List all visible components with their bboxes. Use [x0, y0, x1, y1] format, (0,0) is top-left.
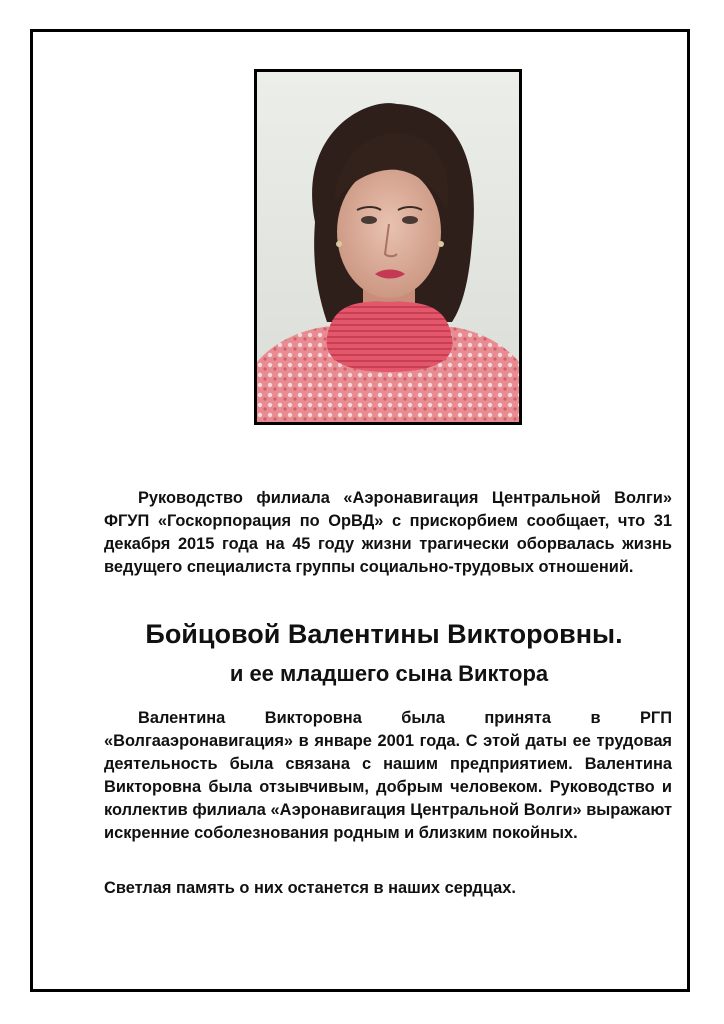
announcement-paragraph: Руководство филиала «Аэронавигация Центральной Волги» ФГУП «Госкорпорация по ОрВД» с прискорбием сообщает, что 31 декабря 2015 года на 45 году жизни трагически оборвалась жизнь ведущего специалиста группы социально-трудовых отношений. — [104, 489, 672, 576]
deceased-son-line: и ее младшего сына Виктора — [229, 661, 549, 686]
portrait-photo — [254, 69, 522, 425]
closing-line: Светлая память о них останется в наших сердцах. — [104, 879, 516, 897]
biography-paragraph: Валентина Викторовна была принята в РГП «Волгааэронавигация» в январе 2001 года. С этой даты ее трудовая деятельность была связана с нашим предприятием. Валентина Викторовна была отзывчивым, добрым человеком. Руководство и коллектив филиала «Аэронавигация Центральной Волги» выражают искренние соболезнования родным и близким покойных. — [104, 709, 672, 842]
portrait-image — [257, 72, 519, 422]
deceased-name: Бойцовой Валентины Викторовны. — [145, 619, 623, 649]
